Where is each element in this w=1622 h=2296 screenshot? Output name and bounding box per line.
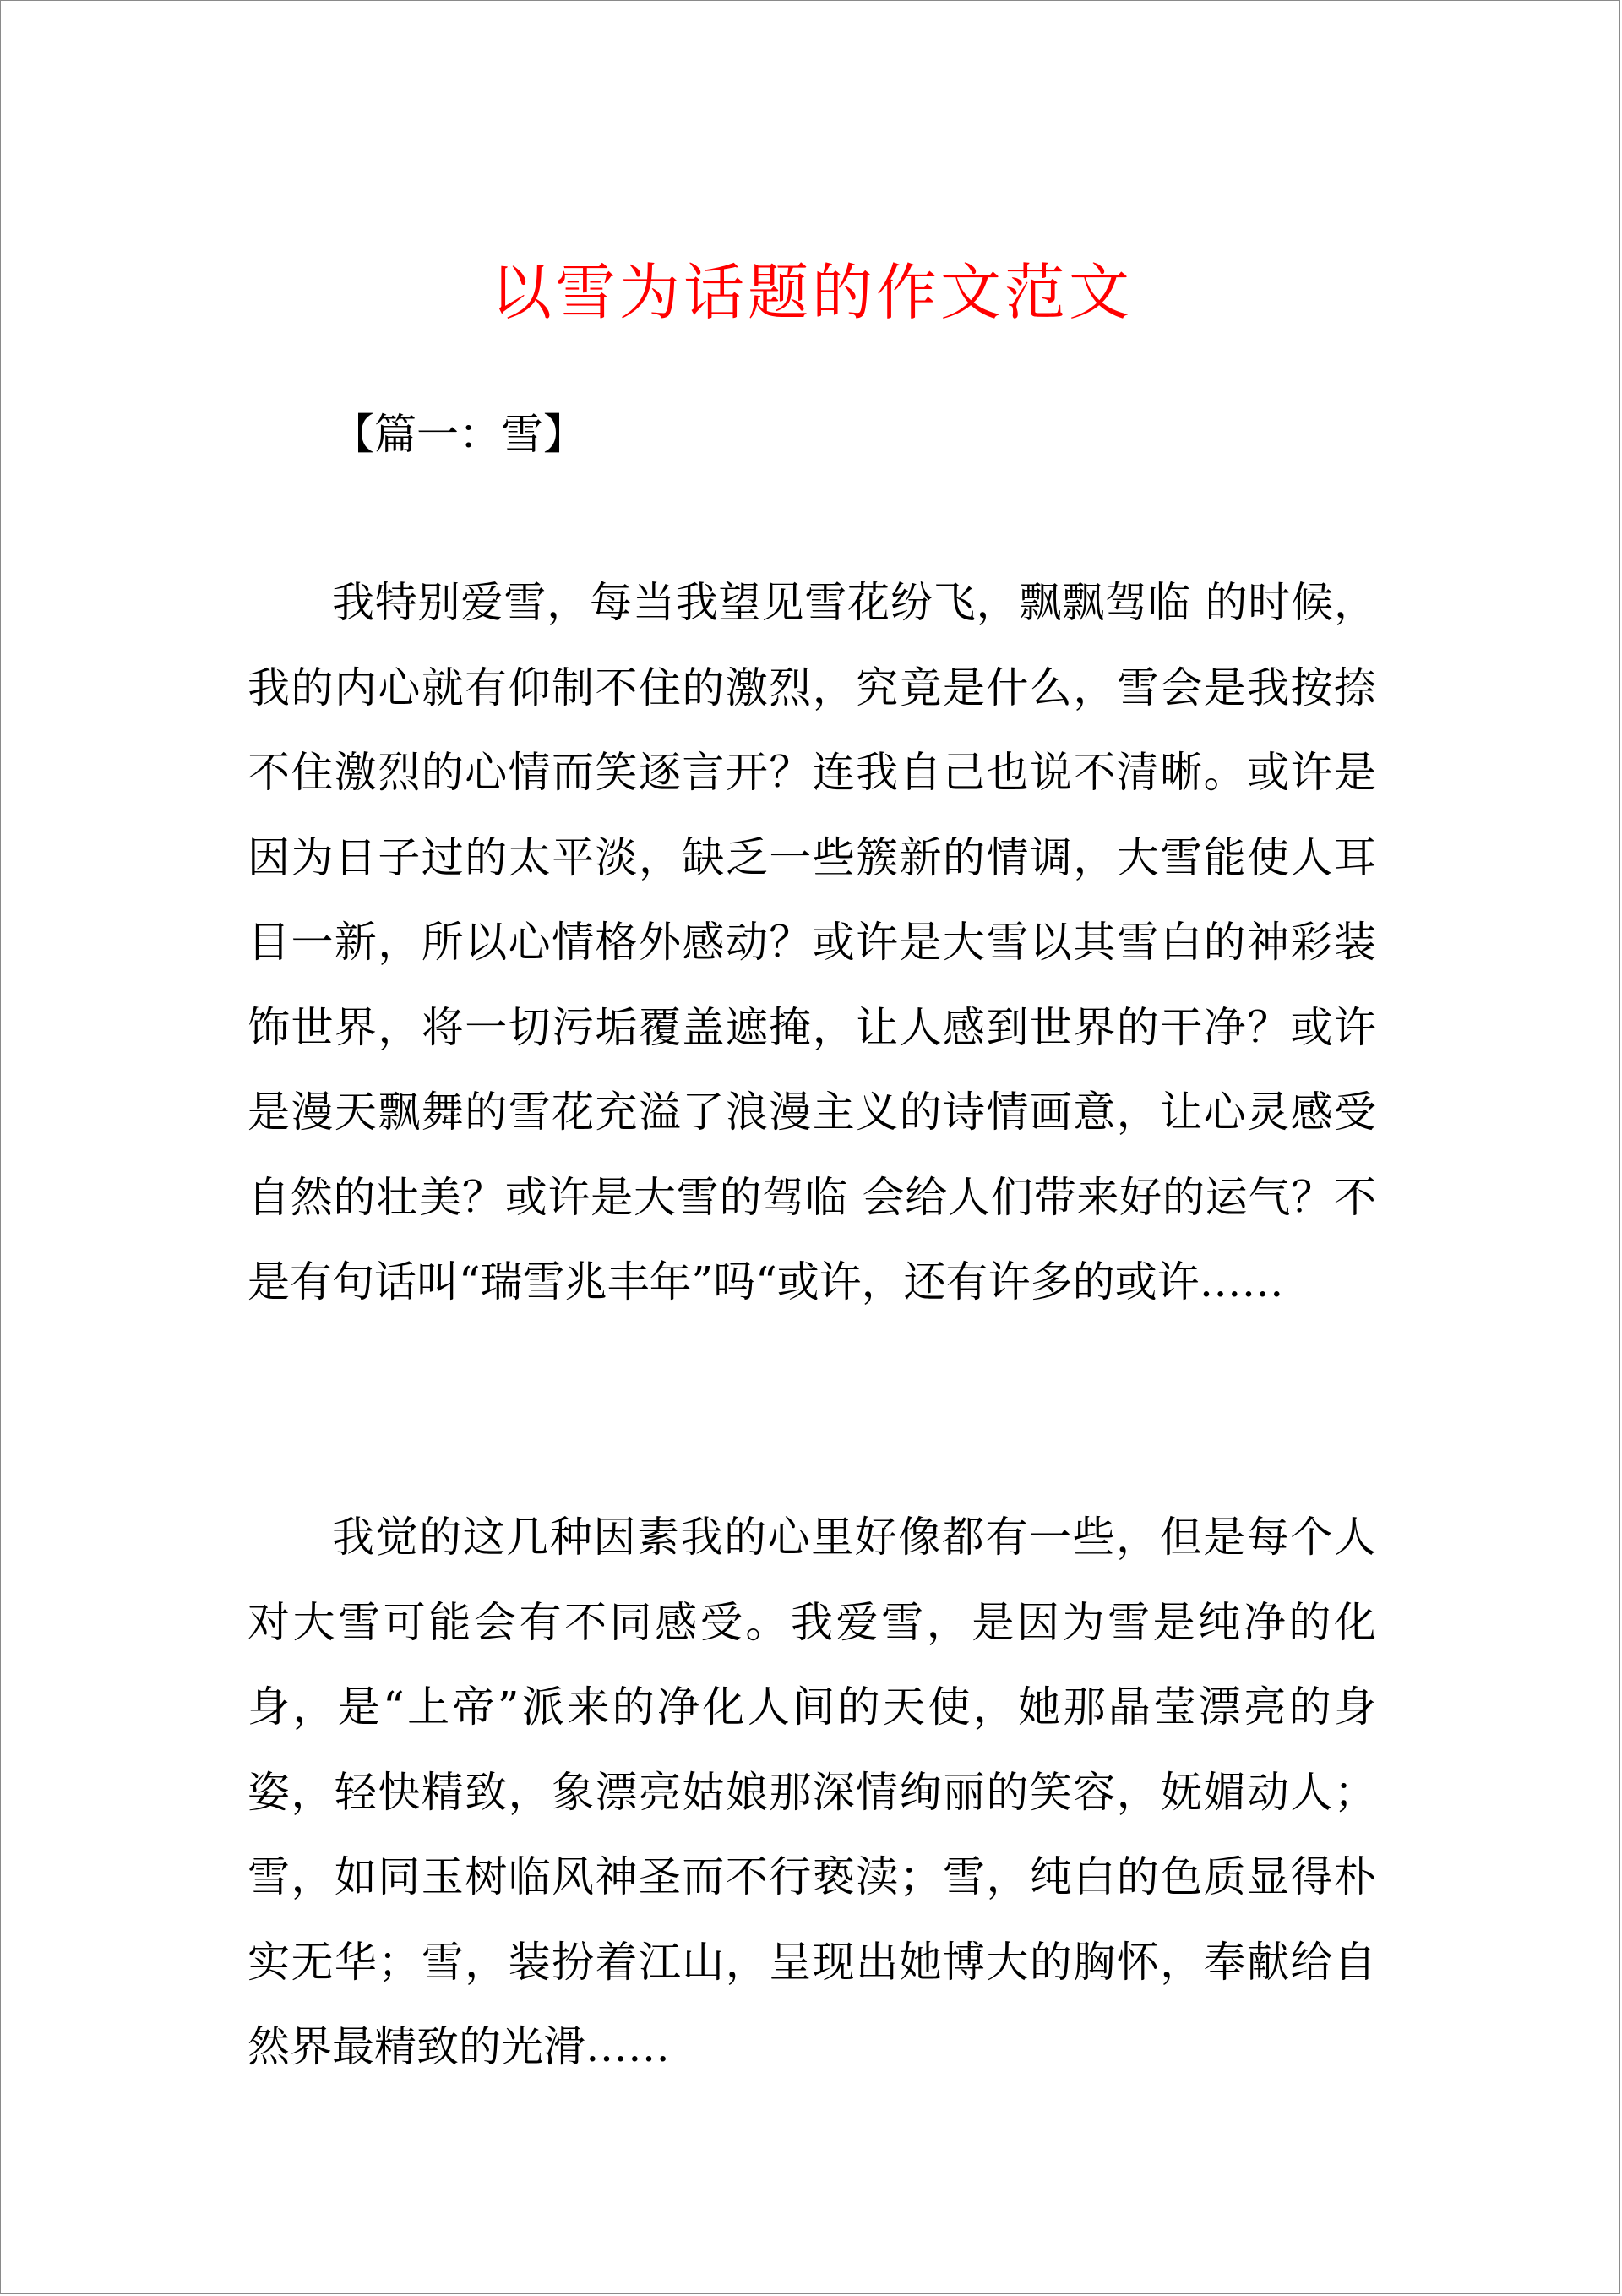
section-label: 【篇一：雪】: [332, 410, 585, 459]
paragraph-2: 我觉的这几种因素我的心里好像都有一些，但是每个人对大雪可能会有不同感受。我爱雪，是因为雪是纯净的化身，是“上帝”派来的净化人间的天使，她那晶莹漂亮的身姿，轻快精致，象漂亮姑娘那深情绚丽的笑容，妩媚动人；雪，如同玉树临风神圣而不行亵渎；雪，纯白的色质显得朴实无华；雪，装扮着江山，呈现出她博大的胸怀，奉献给自然界最精致的光滑……: [248, 1513, 1376, 2071]
paragraph-1: 我特别爱雪，每当我望见雪花纷飞，飘飘驾临 的时候，我的内心就有仰制不住的激烈，究竟是什么，雪会是我按捺不住激烈的心情而笑逐言开？连我自己也说不清晰。或许是因为日子过的太平淡，缺乏一些簇新的情调，大雪能使人耳目一新，所以心情格外感动？或许是大雪以其雪白的神彩装饰世界，将一切污垢覆盖遮掩，让人感到世界的干净？或许是漫天飘舞的雪花充溢了浪漫主义的诗情画意，让心灵感受自然的壮美？或许是大雪的驾临 会给人们带来好的运气？不是有句话叫“瑞雪兆丰年”吗“或许，还有许多的或许……: [248, 578, 1376, 1306]
document-title: 以雪为话题的作文范文: [490, 257, 1133, 328]
